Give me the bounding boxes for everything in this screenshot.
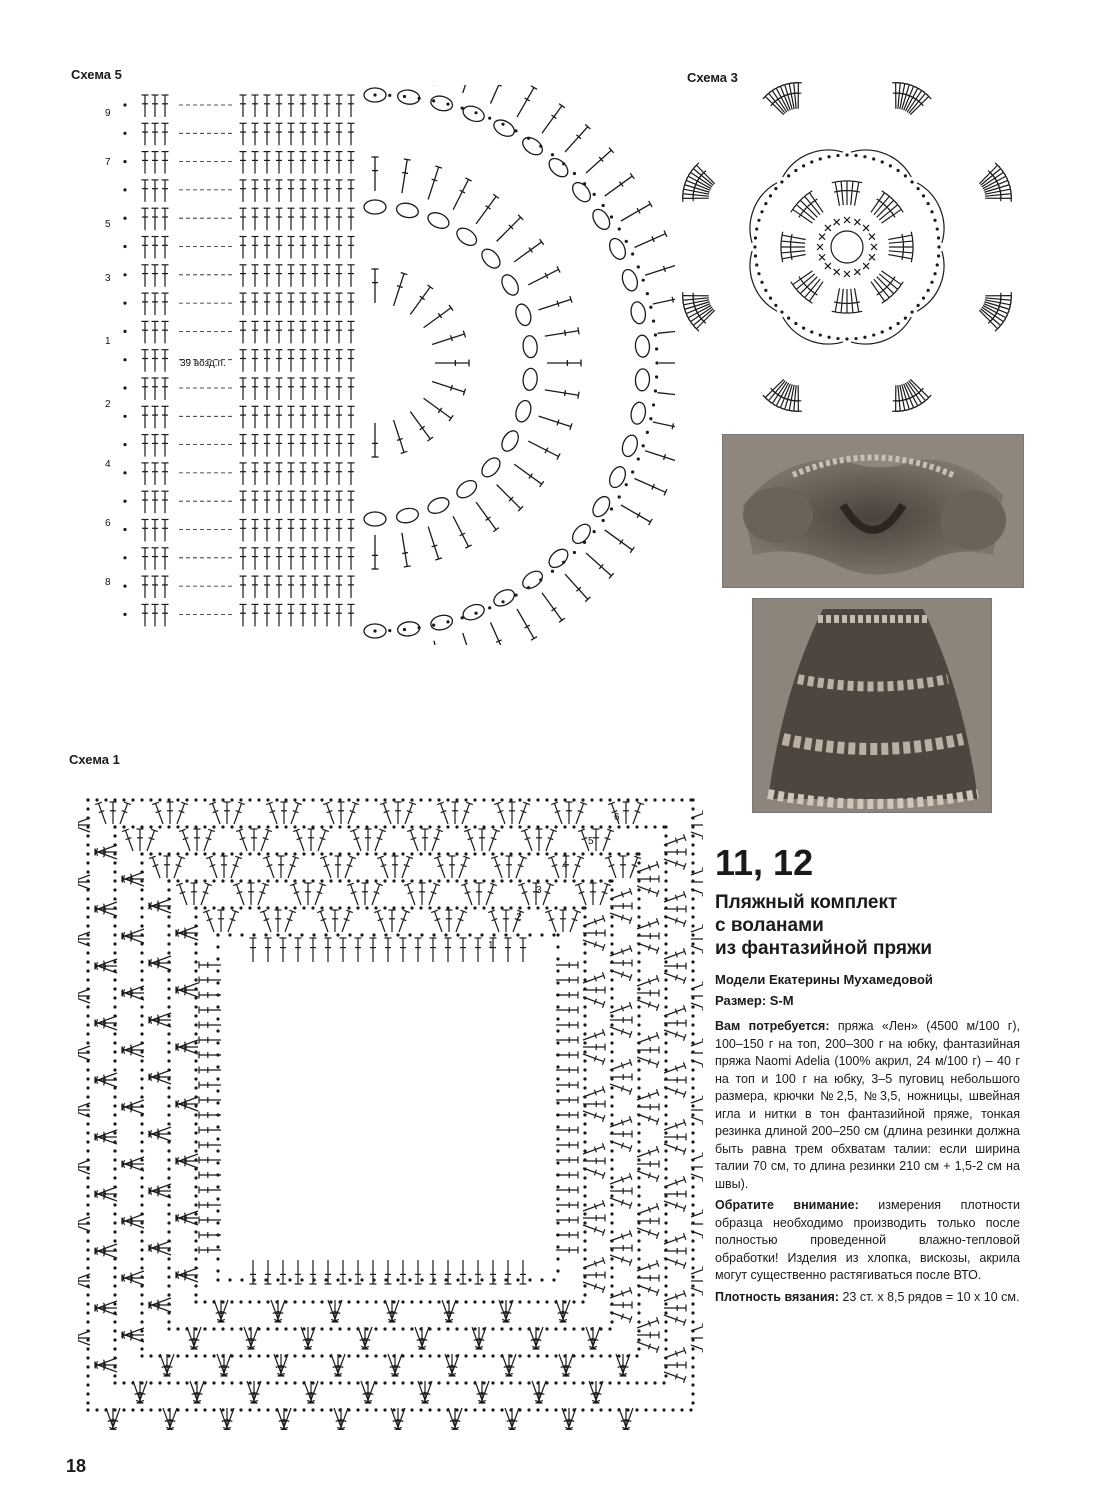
note-paragraph bbox=[715, 1197, 1020, 1285]
row-label: 6 bbox=[105, 518, 111, 529]
model-number: 11, 12 bbox=[715, 842, 814, 883]
density-paragraph bbox=[715, 1289, 1020, 1307]
article bbox=[715, 843, 1020, 1310]
size: Размер: S-M bbox=[715, 993, 794, 1008]
round-label: 5 bbox=[588, 836, 594, 847]
top-photo bbox=[722, 434, 1024, 588]
row-label: 7 bbox=[105, 157, 111, 168]
scheme3-diagram bbox=[665, 65, 1030, 430]
title-line-1: Пляжный комплект bbox=[715, 892, 898, 913]
row-label: 4 bbox=[105, 459, 111, 470]
round-label: 4 bbox=[562, 860, 568, 871]
row-label: 2 bbox=[105, 399, 111, 410]
row-label: 5 bbox=[105, 219, 111, 230]
row-label: 8 bbox=[105, 577, 111, 588]
row-label: 9 bbox=[105, 108, 111, 119]
scheme3-label: Схема 3 bbox=[687, 70, 738, 85]
materials-text: пряжа «Лен» (4500 м/100 г), 100–150 г на топ, 200–300 г на юбку, фантазийная пряжа Naomi Adelia (100% акрил, 24 м/100 г) – 40 г на топ и 100 г на юбку, 3–5 пуговиц небольшого размера, крючки №2,5, №3,5, ножницы, швейная игла и нитки в тон фантазийной пряже, тонкая резинка длиной 200–250 см (длина резинки должна быть равна трем обхватам талии: если ширина талии 70 см, то длина резинки 210 см + 1,5-2 см на швы). bbox=[715, 1019, 1020, 1191]
article-title bbox=[715, 891, 1020, 960]
skirt-photo bbox=[752, 598, 992, 813]
scheme1-diagram bbox=[78, 790, 703, 1430]
note-label: Обратите внимание: bbox=[715, 1198, 859, 1212]
round-label: 6 bbox=[614, 812, 620, 823]
density-label: Плотность вязания: bbox=[715, 1289, 839, 1304]
chain-note: 39 возд.п. bbox=[180, 358, 226, 369]
scheme5-diagram bbox=[95, 85, 675, 645]
scheme5-label: Схема 5 bbox=[71, 67, 122, 82]
density-text: 23 ст. х 8,5 рядов = 10 х 10 см. bbox=[838, 1289, 1020, 1304]
round-label: 2 bbox=[516, 912, 522, 923]
materials-label: Вам потребуется: bbox=[715, 1019, 830, 1033]
row-label: 3 bbox=[105, 273, 111, 284]
row-label: 1 bbox=[105, 336, 111, 347]
title-line-3: из фантазийной пряжи bbox=[715, 938, 933, 959]
note-text: измерения плотности образца необходимо производить только после полностью проведенной влажно-тепловой обработки! Изделия из хлопка, вискозы, акрила могут существенно растягиваться после ВТО. bbox=[715, 1198, 1020, 1282]
materials-paragraph bbox=[715, 1018, 1020, 1193]
round-label: 1 bbox=[488, 940, 494, 951]
scheme1-label: Схема 1 bbox=[69, 752, 120, 767]
title-line-2: с воланами bbox=[715, 915, 824, 936]
author: Модели Екатерины Мухамедовой bbox=[715, 972, 933, 987]
round-label: 3 bbox=[536, 885, 542, 896]
page-number: 18 bbox=[66, 1456, 87, 1476]
